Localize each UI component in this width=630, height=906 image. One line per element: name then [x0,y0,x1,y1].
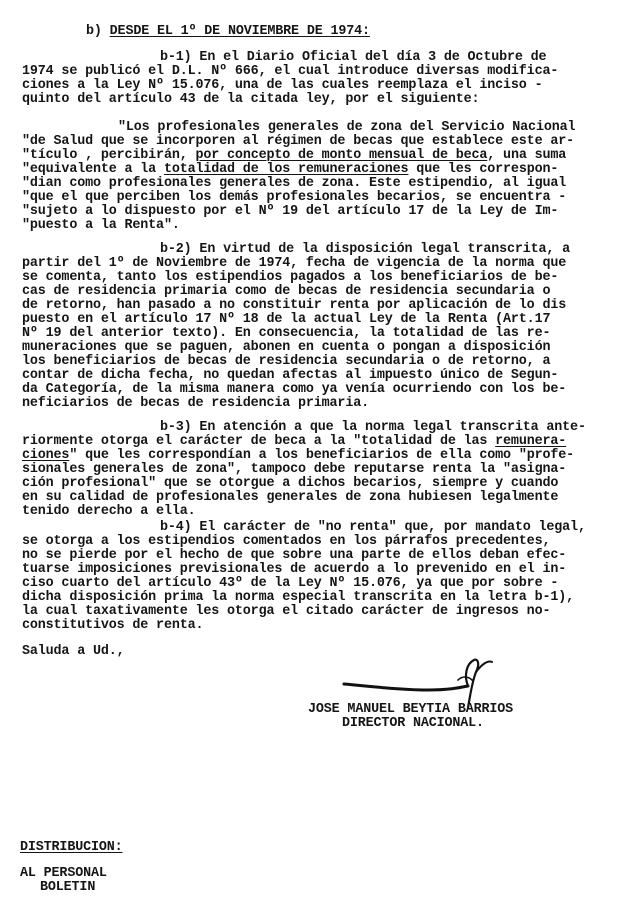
quote-underlined-totalidad: totalidad de los remuneraciones [163,162,409,177]
quote-line-1: "Los profesionales generales de zona del Servicio Nacional [118,120,576,135]
b2-line-5: de retorno, han pasado a no constituir renta por aplicación de lo dis [22,298,567,313]
distribution-item: AL PERSONAL [20,866,107,881]
signatory-name: JOSE MANUEL BEYTIA BARRIOS [308,702,514,717]
b3-line-5: ción profesional" que se otorgue a dichos becarios, siempre y cuando [22,476,559,491]
b2-line-12: neficiarios de becas de residencia primaria. [22,396,369,411]
quote-line-4: "equivalente a la totalidad de los remuneraciones que les correspon- [22,162,559,177]
b3-line-4: sionales generales de zona", tampoco debe reputarse renta la "asigna- [22,462,567,477]
handwritten-signature [318,650,498,710]
b2-line-8: muneraciones que se paguen, abonen en cuenta o pongan a disposición [22,340,551,355]
distribution-item: BOLETIN [40,880,96,895]
b3-line-6: en su calidad de profesionales generales de zona hubiesen legalmente [22,490,559,505]
heading-prefix: b) [86,24,110,39]
b2-line-9: los beneficiarios de becas de residencia secundaria o de retorno, a [22,354,551,369]
b4-line-2: se otorga a los estipendios comentados en los párrafos precedentes, [22,534,551,549]
b4-line-4: tuarse imposiciones previsionales de acuerdo a lo prevenido en el in- [22,562,567,577]
section-heading [86,24,370,39]
b4-line-8: constitutivos de renta. [22,618,204,633]
b2-line-7: Nº 19 del anterior texto). En consecuencia, la totalidad de las re- [22,326,551,341]
quote-line-6: "que el que perciben los demás profesionales becarios, se encuentra - [22,190,567,205]
b1-line-3: ciones a la Ley Nº 15.076, una de las cuales reemplaza el inciso - [22,78,543,93]
b4-line-3: no se pierde por el hecho de que sobre una parte de ellos deban efec- [22,548,567,563]
quote-line-3: "tículo , percibirán, por concepto de monto mensual de beca, una suma [22,148,567,163]
b2-line-6: puesto en el artículo 17 Nº 18 de la actual Ley de la Renta (Art.17 [22,312,551,327]
b2-line-1: b-2) En virtud de la disposición legal transcrita, a [160,242,571,257]
b2-line-11: da Categoría, de la misma manera como ya venía ocurriendo con los be- [22,382,567,397]
b3-line-3: ciones" que les correspondían a los beneficiarios de ella como "profe- [22,448,575,463]
b4-line-5: ciso cuarto del artículo 43º de la Ley Nº 15.076, ya que por sobre - [22,576,559,591]
b3-line-1: b-3) En atención a que la norma legal transcrita ante- [160,420,586,435]
b2-line-3: se comenta, tanto los estipendios pagados a los beneficiarios de be- [22,270,559,285]
quote-line-7: "sujeto a lo dispuesto por el Nº 19 del artículo 17 de la Ley de Im- [22,204,559,219]
b2-line-4: cas de residencia primaria como de becas de residencia secundaria o [22,284,551,299]
quote-underlined-monto: por concepto de monto mensual de beca [195,148,488,163]
quote-line-2: "de Salud que se incorporen al régimen de becas que establece este ar- [22,134,574,149]
distribution-heading: DISTRIBUCION: [20,840,123,855]
b1-line-4: quinto del artículo 43 de la citada ley, por el siguiente: [22,92,480,107]
closing-salutation: Saluda a Ud., [22,644,125,659]
signatory-title: DIRECTOR NACIONAL. [342,716,484,731]
b1-line-1: b-1) En el Diario Oficial del día 3 de Octubre de [160,50,547,65]
b4-line-6: dicha disposición prima la norma especial transcrita en la letra b-1), [22,590,574,605]
b2-line-10: contar de dicha fecha, no quedan afectas al impuesto único de Segun- [22,368,559,383]
b3-line-7: tenido derecho a ella. [22,504,196,519]
b3-underlined-ciones: ciones [22,448,70,463]
b4-line-1: b-4) El carácter de "no renta" que, por mandato legal, [160,520,586,535]
b3-line-2: riormente otorga el carácter de beca a la "totalidad de las remunera- [22,434,567,449]
b3-underlined-remunera: remunera- [495,434,567,449]
heading-title: DESDE EL 1º DE NOVIEMBRE DE 1974: [109,24,370,39]
quote-line-8: "puesto a la Renta". [22,218,180,233]
b4-line-7: la cual taxativamente les otorga el citado carácter de ingresos no- [22,604,551,619]
b1-line-2: 1974 se publicó el D.L. Nº 666, el cual introduce diversas modifica- [22,64,559,79]
quote-line-5: "dian como profesionales generales de zona. Este estipendio, al igual [22,176,567,191]
b2-line-2: partir del 1º de Noviembre de 1974, fecha de vigencia de la norma que [22,256,567,271]
